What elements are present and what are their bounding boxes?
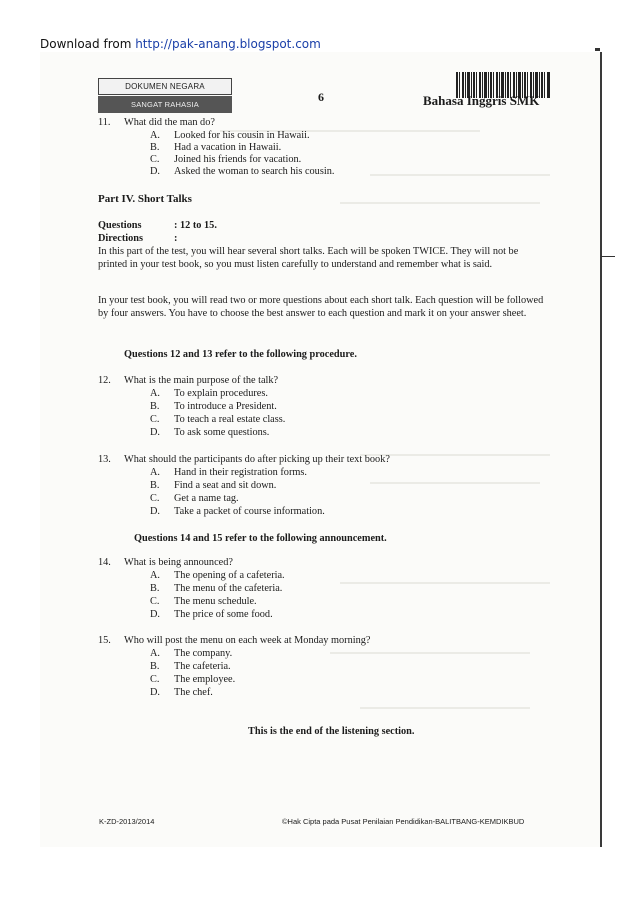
- option-letter: D.: [150, 427, 161, 438]
- end-of-section-text: This is the end of the listening section.: [248, 726, 415, 737]
- option-text: The opening of a cafeteria.: [174, 570, 285, 581]
- document-code: K-ZD-2013/2014: [99, 817, 155, 826]
- page-number: 6: [318, 90, 324, 104]
- question-text: What is the main purpose of the talk?: [124, 375, 279, 386]
- option-text: Take a packet of course information.: [174, 506, 325, 517]
- option-letter: C.: [150, 414, 160, 425]
- directions-label: Directions: [98, 233, 143, 244]
- option-letter: D.: [150, 506, 161, 517]
- question-text: What did the man do?: [124, 117, 215, 128]
- option-letter: D.: [150, 609, 161, 620]
- group-heading: Questions 14 and 15 refer to the following announcement.: [134, 533, 387, 544]
- question-number: 14.: [98, 557, 111, 568]
- directions-paragraph: In this part of the test, you will hear several short talks. Each will be spoken TWICE. They will not be printed in your test book, so you must listen carefully to understand and remember what is said.: [98, 246, 519, 271]
- option-text: The price of some food.: [174, 609, 273, 620]
- option-letter: B.: [150, 142, 160, 153]
- question-number: 11.: [98, 117, 111, 128]
- option-letter: B.: [150, 661, 160, 672]
- option-letter: A.: [150, 467, 161, 478]
- option-text: The menu schedule.: [174, 596, 257, 607]
- show-through-mark: [370, 174, 550, 176]
- option-text: Hand in their registration forms.: [174, 467, 307, 478]
- document-classification-badge: DOKUMEN NEGARA: [98, 78, 232, 95]
- scanned-exam-page: [40, 52, 602, 847]
- option-letter: B.: [150, 401, 160, 412]
- show-through-mark: [330, 652, 530, 654]
- download-source-line: [40, 37, 321, 51]
- option-text: The menu of the cafeteria.: [174, 583, 283, 594]
- questions-range: : 12 to 15.: [174, 220, 217, 231]
- option-letter: C.: [150, 596, 160, 607]
- question-text: What is being announced?: [124, 557, 233, 568]
- option-letter: C.: [150, 154, 160, 165]
- option-text: Had a vacation in Hawaii.: [174, 142, 282, 153]
- option-letter: C.: [150, 674, 160, 685]
- instructions-paragraph: In your test book, you will read two or more questions about each short talk. Each question will be followed by four answers. You have to choose the best answer to each question and mark it on your answer sheet.: [98, 295, 544, 320]
- option-text: Joined his friends for vacation.: [174, 154, 302, 165]
- question-text: What should the participants do after picking up their text book?: [124, 454, 390, 465]
- part-title: Part IV. Short Talks: [98, 193, 192, 205]
- secrecy-badge: SANGAT RAHASIA: [98, 96, 232, 113]
- scan-edge-mark: [595, 48, 600, 51]
- option-letter: A.: [150, 388, 161, 399]
- questions-label: Questions: [98, 220, 142, 231]
- scan-edge-mark: [601, 256, 615, 257]
- option-text: Looked for his cousin in Hawaii.: [174, 130, 310, 141]
- download-prefix: Download from: [40, 37, 136, 51]
- question-number: 13.: [98, 454, 111, 465]
- option-text: The chef.: [174, 687, 213, 698]
- option-letter: A.: [150, 130, 161, 141]
- question-number: 15.: [98, 635, 111, 646]
- source-link[interactable]: http://pak-anang.blogspot.com: [135, 37, 321, 51]
- option-text: Get a name tag.: [174, 493, 239, 504]
- option-text: Asked the woman to search his cousin.: [174, 166, 335, 177]
- option-text: The cafeteria.: [174, 661, 231, 672]
- option-text: To teach a real estate class.: [174, 414, 286, 425]
- option-text: To explain procedures.: [174, 388, 268, 399]
- show-through-mark: [360, 707, 530, 709]
- option-letter: D.: [150, 687, 161, 698]
- show-through-mark: [340, 582, 550, 584]
- copyright-notice: ©Hak Cipta pada Pusat Penilaian Pendidikan-BALITBANG-KEMDIKBUD: [282, 817, 525, 826]
- show-through-mark: [340, 202, 540, 204]
- option-letter: A.: [150, 648, 161, 659]
- option-letter: C.: [150, 493, 160, 504]
- option-text: The company.: [174, 648, 233, 659]
- option-letter: A.: [150, 570, 161, 581]
- option-text: To introduce a President.: [174, 401, 277, 412]
- question-number: 12.: [98, 375, 111, 386]
- subject-title: Bahasa Inggris SMK: [423, 93, 540, 108]
- option-text: The employee.: [174, 674, 236, 685]
- option-letter: B.: [150, 480, 160, 491]
- option-letter: B.: [150, 583, 160, 594]
- option-text: Find a seat and sit down.: [174, 480, 277, 491]
- group-heading: Questions 12 and 13 refer to the following procedure.: [124, 349, 357, 360]
- directions-colon: :: [174, 233, 178, 244]
- question-text: Who will post the menu on each week at Monday morning?: [124, 635, 371, 646]
- option-text: To ask some questions.: [174, 427, 270, 438]
- option-letter: D.: [150, 166, 161, 177]
- show-through-mark: [370, 482, 540, 484]
